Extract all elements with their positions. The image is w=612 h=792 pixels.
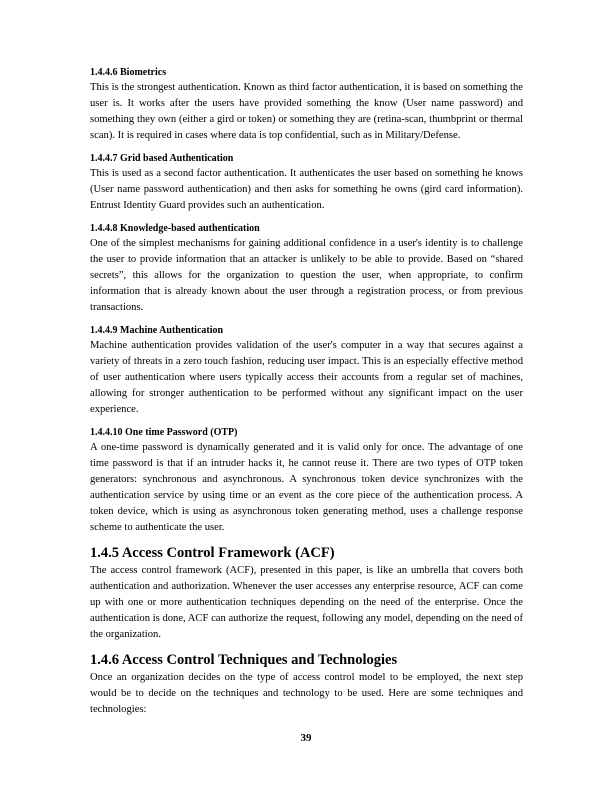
page-number: 39 <box>300 732 312 744</box>
section-access-control-framework <box>90 544 523 643</box>
section-biometrics <box>90 66 523 144</box>
document-page <box>90 66 523 718</box>
section-body: Machine authentication provides validation of the user's computer in a way that secures against a variety of threats in a zero touch fashion, reducing user impact. This is an especially effective method of user authentication where users typically access their accounts from a regular set of machines, allowing for stronger authentication to be performed without any significant impact on the user experience. <box>90 340 523 415</box>
section-heading: 1.4.4.10 One time Password (OTP) <box>90 427 238 438</box>
major-section-body: The access control framework (ACF), presented in this paper, is like an umbrella that covers both authentication and authorization. Whenever the user accesses any enterprise resource, ACF can come up with one or more authentication techniques depending on the need of the enterprise. Once the authentication is done, ACF can authorize the request, following any model, depending on the need of the organization. <box>90 565 523 640</box>
section-body: This is used as a second factor authentication. It authenticates the user based on something he knows (User name password authentication) and then asks for something he owns (gird card information). Entrust Identity Guard provides such an authentication. <box>90 168 523 211</box>
section-heading: 1.4.4.6 Biometrics <box>90 67 167 78</box>
section-body: This is the strongest authentication. Known as third factor authentication, it is based on something the user is. It works after the users have provided something the know (User name password) and something they own (either a gird or token) or something they are (retina-scan, thumbprint or thermal scan). It is required in cases where data is top confidential, such as in Military/Defense. <box>90 82 523 141</box>
major-section-heading: 1.4.5 Access Control Framework (ACF) <box>90 545 335 561</box>
major-section-body: Once an organization decides on the type of access control model to be employed, the next step would be to decide on the techniques and technology to be used. Here are some techniques and technologies: <box>90 672 523 715</box>
section-body: A one-time password is dynamically generated and it is valid only for once. The advantage of one time password is that if an intruder hacks it, he cannot reuse it. There are two types of OTP token generators: synchronous and asynchronous. A synchronous token device synchronizes with the authentication service by using time or an event as the core piece of the authentication process. A token device, which is using as asynchronous token generating method, uses a challenge response scheme to authenticate the user. <box>90 442 523 533</box>
section-heading: 1.4.4.7 Grid based Authentication <box>90 153 234 164</box>
section-machine-authentication <box>90 324 523 418</box>
section-knowledge-based-authentication <box>90 222 523 316</box>
section-heading: 1.4.4.8 Knowledge-based authentication <box>90 223 260 234</box>
section-one-time-password <box>90 426 523 536</box>
section-access-control-techniques <box>90 651 523 718</box>
section-heading: 1.4.4.9 Machine Authentication <box>90 325 224 336</box>
section-grid-based-authentication <box>90 152 523 214</box>
major-section-heading: 1.4.6 Access Control Techniques and Technologies <box>90 652 398 668</box>
section-body: One of the simplest mechanisms for gaining additional confidence in a user's identity is to challenge the user to provide information that an attacker is unlikely to be able to provide. Based on “shared secrets”, this allows for the organization to question the user, when appropriate, to confirm information that is already known about the user through a registration process, or from previous transactions. <box>90 238 523 313</box>
